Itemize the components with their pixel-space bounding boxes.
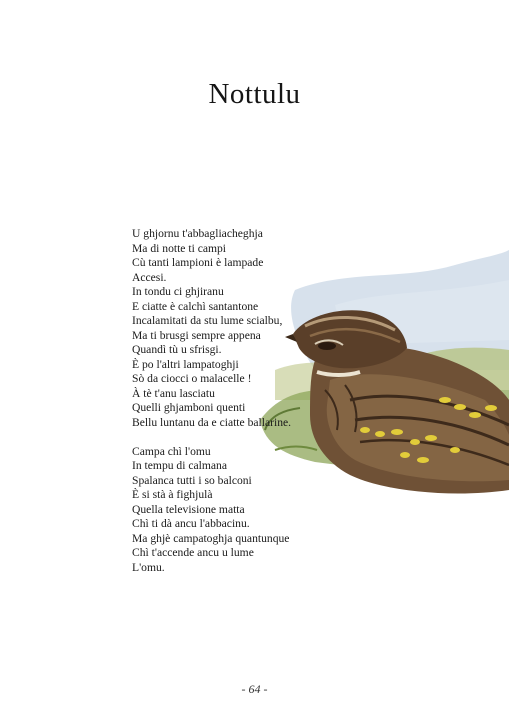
verse-line: Ma ghjè campatoghja quantunque — [132, 531, 290, 545]
verse-line: È po l'altri lampatoghji — [132, 357, 239, 371]
verse-line: È si stà à fighjulà — [132, 488, 213, 501]
verse-line: Spalanca tutti i so balconi — [132, 473, 252, 487]
verse-line: Chì t'accende ancu u lume — [132, 546, 254, 559]
stanza-2 — [132, 445, 372, 576]
verse-line: À tè t'anu lasciatu — [132, 386, 215, 400]
stanza-1 — [132, 227, 372, 430]
verse-line: E ciatte è calchì santantone — [132, 299, 259, 313]
poem-body — [132, 227, 372, 575]
verse-line: Sò da ciocci o malacelle ! — [132, 372, 252, 385]
poem-title: Nottulu — [208, 78, 301, 110]
verse-line: In tempu di calmana — [132, 459, 227, 472]
verse-line: Campa chì l'omu — [132, 444, 211, 458]
verse-line: Bellu luntanu da e ciatte ballarine. — [132, 415, 292, 429]
verse-line: L'omu. — [132, 560, 165, 574]
verse-line: U ghjornu t'abbagliacheghja — [132, 227, 263, 240]
page-number: - 64 - — [241, 682, 268, 696]
verse-line: Ma ti brusgi sempre appena — [132, 328, 261, 342]
verse-line: Quella televisione matta — [132, 502, 245, 516]
verse-line: Incalamitati da stu lume scialbu, — [132, 314, 283, 327]
verse-line: Accesi. — [132, 270, 167, 284]
verse-line: Cù tanti lampioni è lampade — [132, 256, 264, 269]
verse-line: Quandì tù u sfrisgi. — [132, 343, 222, 356]
stanza-break — [132, 430, 372, 445]
verse-line: Quelli ghjamboni quenti — [132, 401, 246, 414]
verse-line: Chì ti dà ancu l'abbacinu. — [132, 517, 250, 530]
verse-line: Ma di notte ti campi — [132, 241, 227, 255]
verse-line: In tondu ci ghjiranu — [132, 285, 224, 298]
